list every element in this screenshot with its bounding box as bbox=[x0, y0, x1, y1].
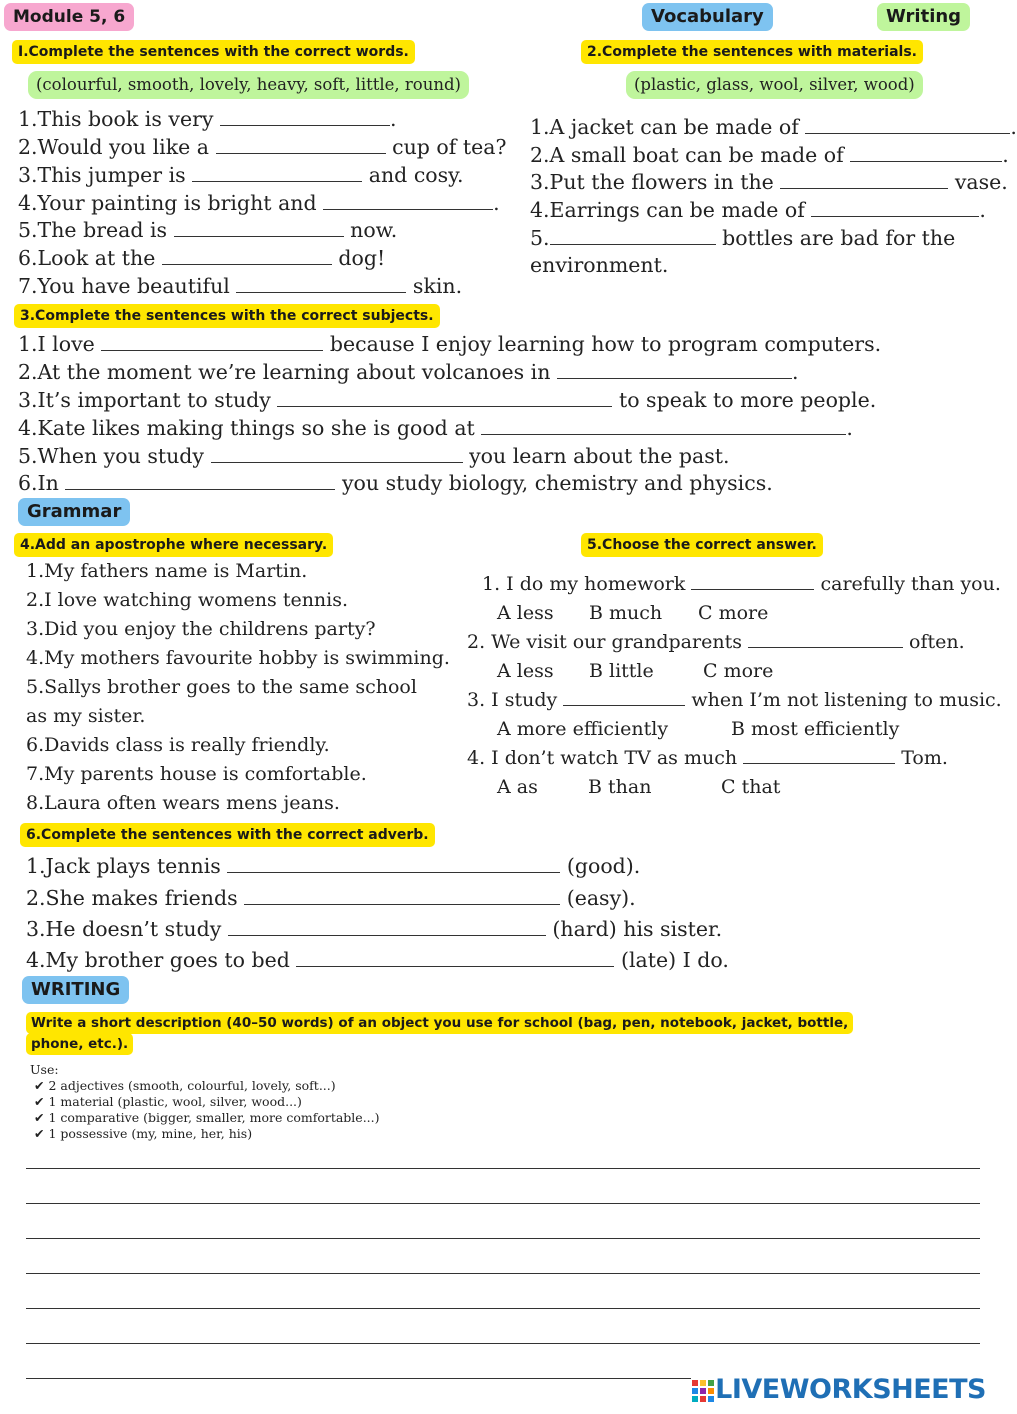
option[interactable]: C that bbox=[721, 776, 781, 798]
answer-blank[interactable] bbox=[743, 745, 895, 764]
s1-item-3: 3.This jumper is and cosy. bbox=[18, 163, 464, 187]
answer-blank[interactable] bbox=[211, 444, 463, 463]
check-icon: ✔ bbox=[34, 1126, 45, 1141]
answer-blank[interactable] bbox=[227, 854, 560, 873]
s5-question-4: 4. I don’t watch TV as much Tom. bbox=[467, 747, 948, 769]
checklist-item: ✔ 1 material (plastic, wool, silver, wood...) bbox=[34, 1094, 302, 1109]
module-tag: Module 5, 6 bbox=[4, 3, 134, 31]
writing-line[interactable] bbox=[26, 1343, 980, 1344]
s6-item-3: 3.He doesn’t study (hard) his sister. bbox=[26, 917, 723, 941]
s4-item: 2.I love watching womens tennis. bbox=[26, 589, 349, 611]
writing-line[interactable] bbox=[26, 1238, 980, 1239]
section2-word-bank: (plastic, glass, wool, silver, wood) bbox=[626, 71, 923, 99]
check-icon: ✔ bbox=[34, 1110, 45, 1125]
answer-blank[interactable] bbox=[811, 198, 979, 217]
s4-item: 5.Sallys brother goes to the same school bbox=[26, 676, 417, 698]
answer-blank[interactable] bbox=[216, 135, 386, 154]
s1-item-5: 5.The bread is now. bbox=[18, 218, 398, 242]
section3-title: 3.Complete the sentences with the correct subjects. bbox=[14, 304, 440, 328]
s1-item-4: 4.Your painting is bright and . bbox=[18, 191, 500, 215]
s1-item-6: 6.Look at the dog! bbox=[18, 246, 386, 270]
answer-blank[interactable] bbox=[323, 191, 493, 210]
s2-item-4: 4.Earrings can be made of . bbox=[530, 198, 986, 222]
s4-item: 1.My fathers name is Martin. bbox=[26, 560, 308, 582]
s2-item-1: 1.A jacket can be made of . bbox=[530, 115, 1017, 139]
answer-blank[interactable] bbox=[691, 571, 814, 590]
option[interactable]: B than bbox=[588, 776, 652, 798]
writing-task-line2: phone, etc.). bbox=[26, 1033, 133, 1055]
s6-item-1: 1.Jack plays tennis (good). bbox=[26, 854, 641, 878]
answer-blank[interactable] bbox=[220, 107, 390, 126]
writing-line[interactable] bbox=[26, 1308, 980, 1309]
section5-title: 5.Choose the correct answer. bbox=[581, 533, 823, 557]
option[interactable]: B most efficiently bbox=[731, 718, 900, 740]
s1-item-1: 1.This book is very . bbox=[18, 107, 397, 131]
answer-blank[interactable] bbox=[557, 360, 792, 379]
answer-blank[interactable] bbox=[805, 115, 1010, 134]
writing-task-line1: Write a short description (40–50 words) of an object you use for school (bag, pen, notebook, jacket, bottle, bbox=[26, 1012, 853, 1034]
answer-blank[interactable] bbox=[481, 416, 846, 435]
writing-line[interactable] bbox=[26, 1273, 980, 1274]
option[interactable]: C more bbox=[703, 660, 774, 682]
checklist-item: ✔ 1 comparative (bigger, smaller, more comfortable...) bbox=[34, 1110, 380, 1125]
s4-item: 4.My mothers favourite hobby is swimming. bbox=[26, 647, 450, 669]
s1-item-7: 7.You have beautiful skin. bbox=[18, 274, 463, 298]
section6-title: 6.Complete the sentences with the correct adverb. bbox=[20, 823, 435, 847]
option[interactable]: A as bbox=[497, 776, 538, 798]
section4-title: 4.Add an apostrophe where necessary. bbox=[14, 533, 333, 557]
answer-blank[interactable] bbox=[192, 163, 362, 182]
grammar-tag: Grammar bbox=[18, 498, 130, 526]
writing-tag: Writing bbox=[877, 3, 970, 31]
check-icon: ✔ bbox=[34, 1078, 45, 1093]
s3-item-5: 5.When you study you learn about the past. bbox=[18, 444, 730, 468]
s2-item-5: 5. bottles are bad for the bbox=[530, 226, 956, 250]
checklist-item: ✔ 2 adjectives (smooth, colourful, lovely, soft...) bbox=[34, 1078, 336, 1093]
liveworksheets-logo-icon bbox=[692, 1380, 714, 1402]
answer-blank[interactable] bbox=[550, 226, 716, 245]
s5-question-3: 3. I study when I’m not listening to music. bbox=[467, 689, 1002, 711]
answer-blank[interactable] bbox=[277, 388, 612, 407]
s5-question-1: 1. I do my homework carefully than you. bbox=[482, 573, 1001, 595]
writing-line[interactable] bbox=[26, 1378, 691, 1379]
s3-item-6: 6.In you study biology, chemistry and physics. bbox=[18, 471, 773, 495]
s4-item: 8.Laura often wears mens jeans. bbox=[26, 792, 340, 814]
s6-item-4: 4.My brother goes to bed (late) I do. bbox=[26, 948, 729, 972]
answer-blank[interactable] bbox=[228, 917, 546, 936]
answer-blank[interactable] bbox=[563, 687, 685, 706]
s1-item-2: 2.Would you like a cup of tea? bbox=[18, 135, 507, 159]
writing-line[interactable] bbox=[26, 1203, 980, 1204]
answer-blank[interactable] bbox=[174, 218, 344, 237]
answer-blank[interactable] bbox=[296, 948, 614, 967]
s4-item: as my sister. bbox=[26, 705, 146, 727]
answer-blank[interactable] bbox=[850, 143, 1002, 162]
writing-section-tag: WRITING bbox=[22, 976, 129, 1004]
checklist-item: ✔ 1 possessive (my, mine, her, his) bbox=[34, 1126, 253, 1141]
option[interactable]: A less bbox=[497, 602, 554, 624]
s3-item-1: 1.I love because I enjoy learning how to program computers. bbox=[18, 332, 882, 356]
vocabulary-tag: Vocabulary bbox=[642, 3, 773, 31]
s3-item-2: 2.At the moment we’re learning about volcanoes in . bbox=[18, 360, 799, 384]
liveworksheets-logo: LIVEWORKSHEETS bbox=[715, 1374, 986, 1405]
option[interactable]: A less bbox=[497, 660, 554, 682]
check-icon: ✔ bbox=[34, 1094, 45, 1109]
section2-title: 2.Complete the sentences with materials. bbox=[581, 40, 923, 64]
section1-word-bank: (colourful, smooth, lovely, heavy, soft, little, round) bbox=[28, 71, 469, 99]
answer-blank[interactable] bbox=[101, 332, 323, 351]
s4-item: 3.Did you enjoy the childrens party? bbox=[26, 618, 376, 640]
option[interactable]: A more efficiently bbox=[497, 718, 669, 740]
use-label: Use: bbox=[30, 1062, 59, 1077]
s4-item: 6.Davids class is really friendly. bbox=[26, 734, 330, 756]
s2-item-2: 2.A small boat can be made of . bbox=[530, 143, 1009, 167]
s6-item-2: 2.She makes friends (easy). bbox=[26, 886, 636, 910]
s5-question-2: 2. We visit our grandparents often. bbox=[467, 631, 965, 653]
option[interactable]: C more bbox=[698, 602, 769, 624]
s3-item-4: 4.Kate likes making things so she is good at . bbox=[18, 416, 853, 440]
s2-item-5-cont: environment. bbox=[530, 253, 669, 277]
s3-item-3: 3.It’s important to study to speak to more people. bbox=[18, 388, 877, 412]
answer-blank[interactable] bbox=[748, 629, 903, 648]
answer-blank[interactable] bbox=[65, 471, 335, 490]
answer-blank[interactable] bbox=[236, 274, 406, 293]
option[interactable]: B much bbox=[589, 602, 663, 624]
answer-blank[interactable] bbox=[780, 170, 948, 189]
answer-blank[interactable] bbox=[162, 246, 332, 265]
s2-item-3: 3.Put the flowers in the vase. bbox=[530, 170, 1008, 194]
option[interactable]: B little bbox=[589, 660, 654, 682]
writing-line[interactable] bbox=[26, 1168, 980, 1169]
s4-item: 7.My parents house is comfortable. bbox=[26, 763, 367, 785]
answer-blank[interactable] bbox=[244, 886, 560, 905]
section1-title: I.Complete the sentences with the correct words. bbox=[12, 40, 415, 64]
